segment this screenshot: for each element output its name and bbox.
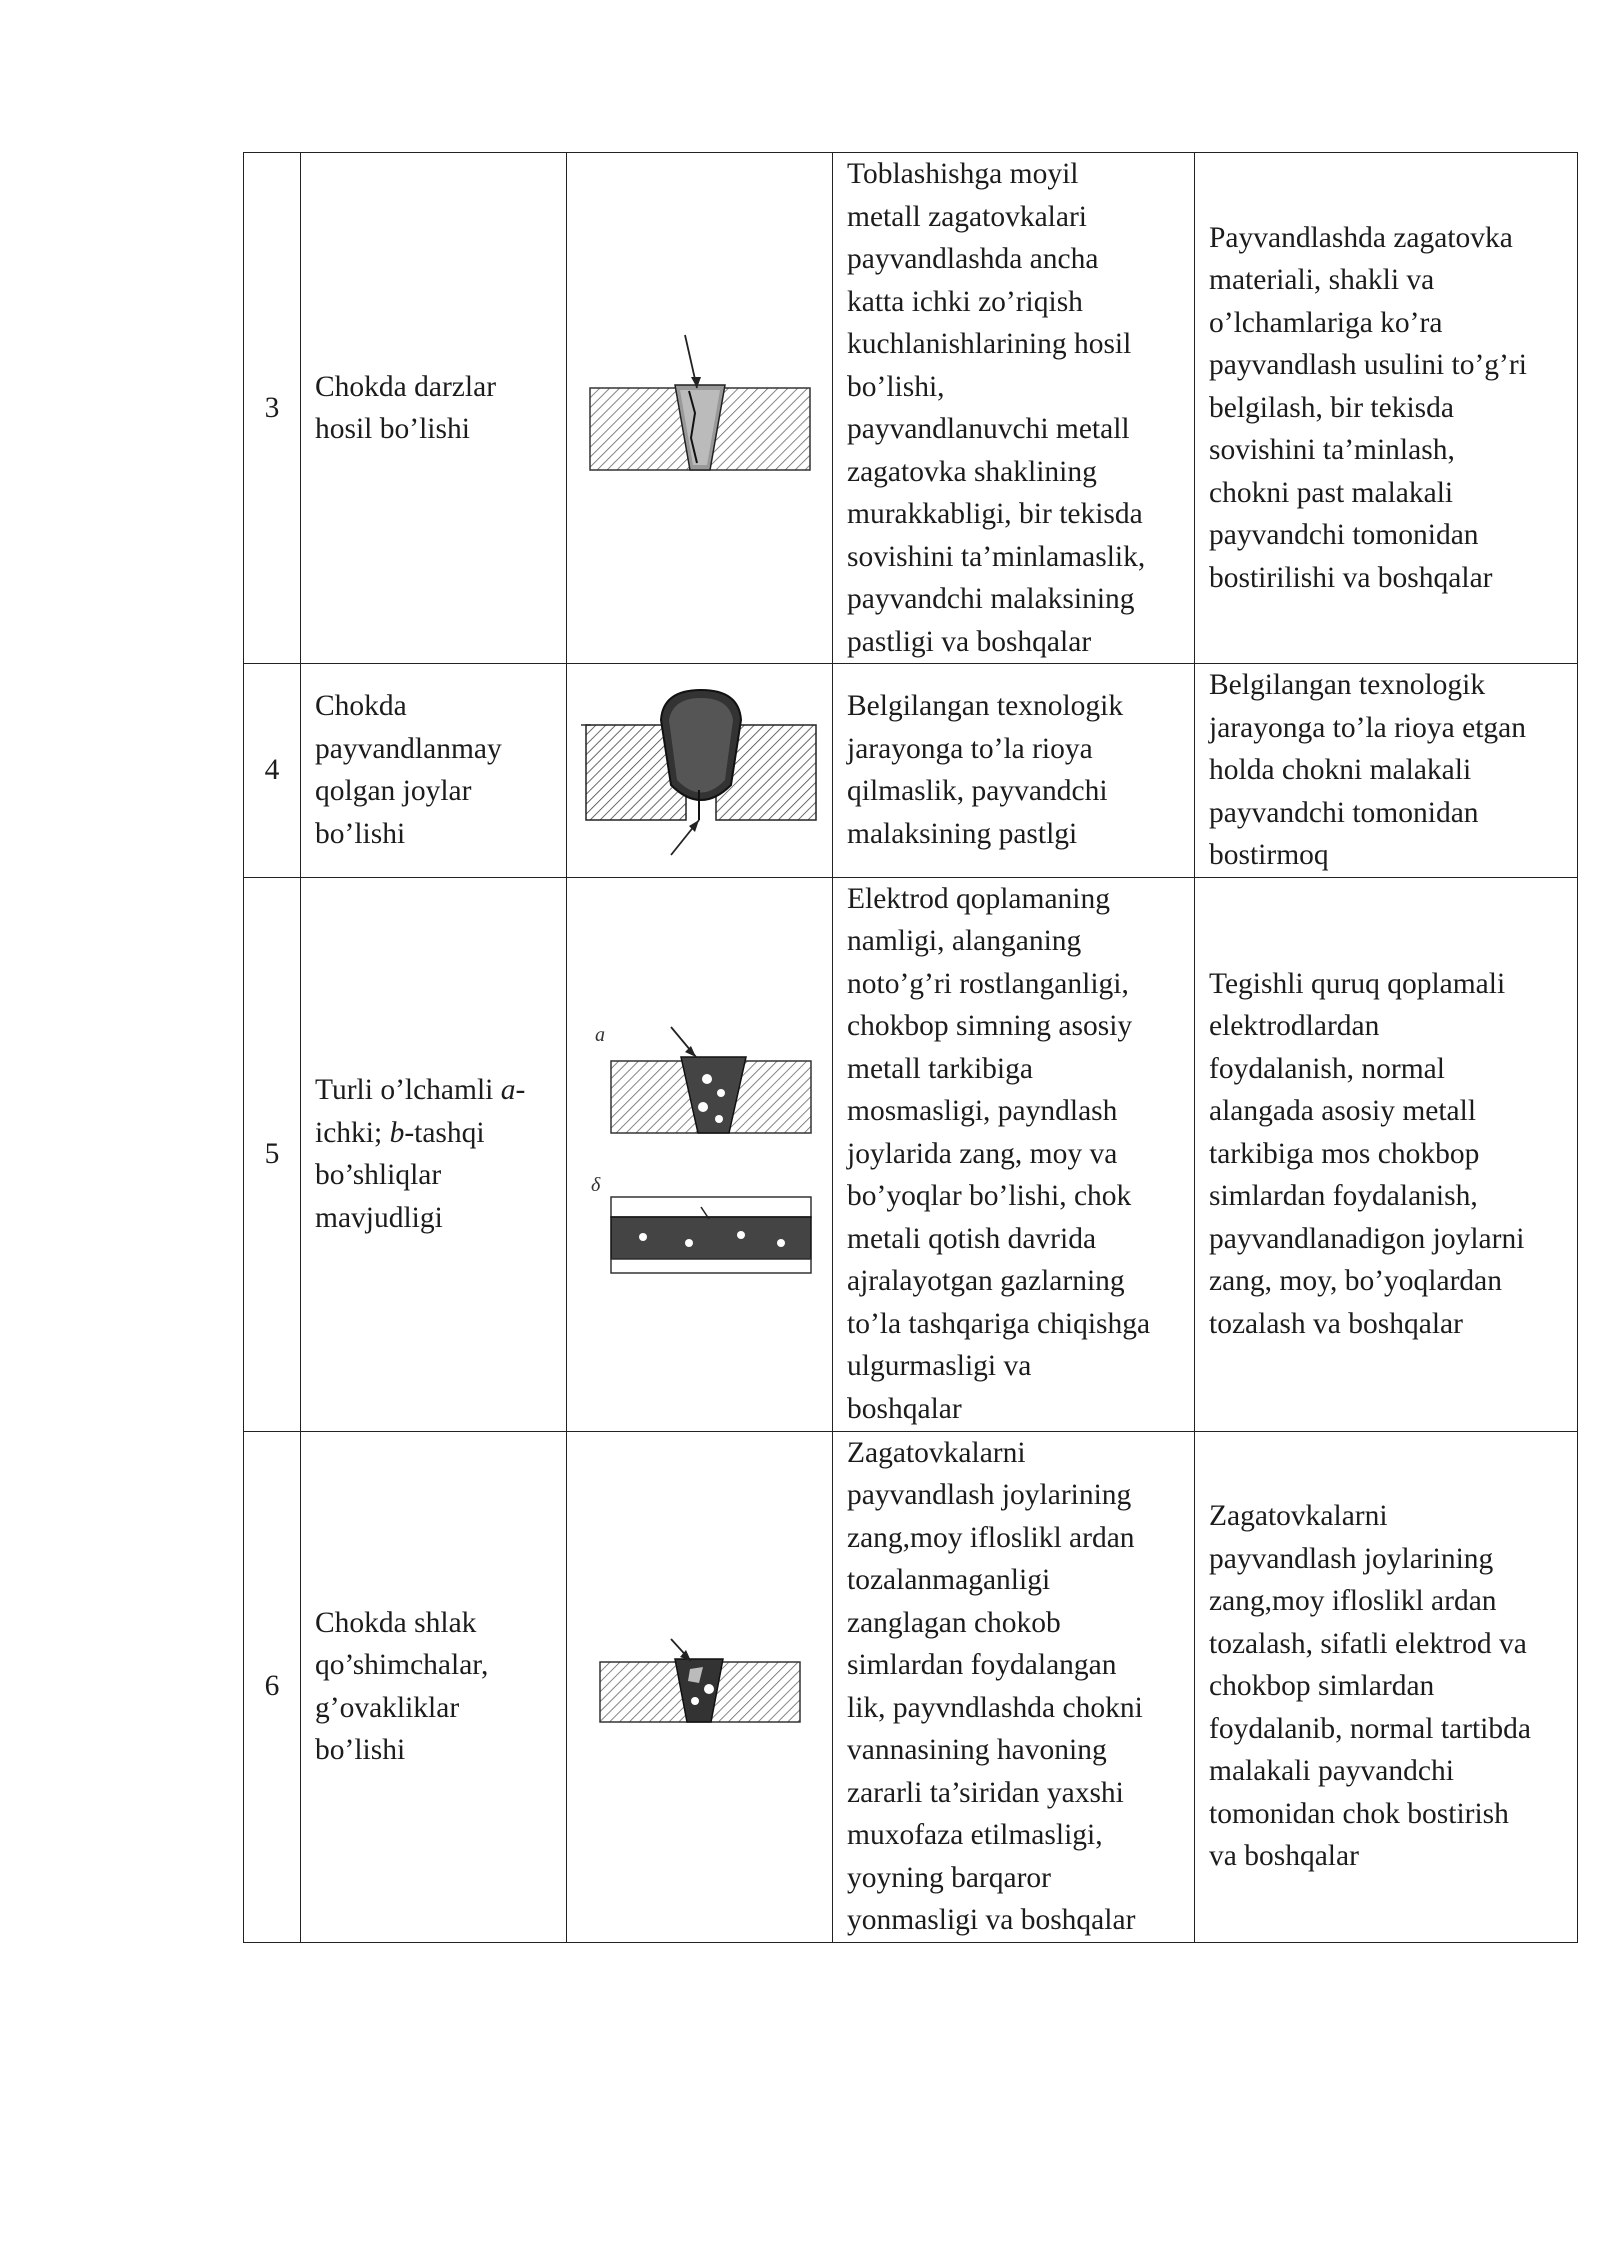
- cause-line: chokbop simning asosiy: [847, 1010, 1133, 1043]
- cause-line: metall tarkibiga: [847, 1052, 1033, 1085]
- table-row: [244, 664, 1578, 878]
- cause-line: yonmasligi va boshqalar: [847, 1904, 1136, 1936]
- remedy-line: belgilash, bir tekisda: [1209, 391, 1454, 424]
- defect-text: -tashqi: [404, 1116, 485, 1149]
- remedy-line: payvandlash usulini to’g’ri: [1209, 349, 1527, 382]
- cause-line: murakkabligi, bir tekisda: [847, 498, 1143, 530]
- cause-line: muxofaza etilmasligi,: [847, 1819, 1103, 1851]
- defect-name-line: mavjudligi: [315, 1201, 443, 1234]
- cause-line: Elektrod qoplamaning: [847, 882, 1110, 915]
- remedy-line: sovishini ta’minlash,: [1209, 434, 1455, 467]
- row-number: 4: [244, 664, 301, 878]
- cause-cell: [833, 664, 1195, 878]
- remedy-line: foydalanib, normal tartibda: [1209, 1712, 1531, 1745]
- cause-cell: [833, 153, 1195, 664]
- defect-italic-letter: b: [389, 1116, 405, 1149]
- cause-line: Belgilangan texnologik: [847, 690, 1124, 723]
- cause-line: bo’yoqlar bo’lishi, chok: [847, 1180, 1132, 1213]
- cause-line: bo’lishi,: [847, 370, 945, 403]
- cause-line: qilmaslik, payvandchi: [847, 775, 1108, 808]
- remedy-line: Belgilangan texnologik: [1209, 669, 1486, 701]
- cause-line: metall zagatovkalari: [847, 200, 1087, 233]
- defect-name-line: bo’shliqlar: [315, 1159, 442, 1191]
- cause-line: Toblashishga moyil: [847, 158, 1079, 190]
- figure-cell: [567, 664, 833, 878]
- defect-name-line: g’ovakliklar: [315, 1691, 460, 1724]
- cause-line: yoyning barqaror: [847, 1861, 1051, 1894]
- defect-name-line: payvandlanmay: [315, 732, 502, 765]
- remedy-cell: [1195, 877, 1578, 1431]
- remedy-line: simlardan foydalanish,: [1209, 1180, 1478, 1213]
- cause-line: simlardan foydalangan: [847, 1649, 1117, 1681]
- remedy-line: zang, moy, bo’yoqlardan: [1209, 1265, 1502, 1298]
- remedy-line: malakali payvandchi: [1209, 1755, 1454, 1788]
- defect-name-line: Chokda shlak: [315, 1606, 477, 1639]
- defect-text: -: [515, 1074, 526, 1106]
- defect-name-line: [315, 1112, 552, 1155]
- row-number: 3: [244, 153, 301, 664]
- figure-label-b: δ: [591, 1174, 601, 1196]
- remedy-line: tozalash, sifatli elektrod va: [1209, 1627, 1527, 1660]
- cause-line: noto’g’ri rostlanganligi,: [847, 967, 1129, 1000]
- defect-name-cell: [301, 1431, 567, 1942]
- remedy-line: Tegishli quruq qoplamali: [1209, 967, 1506, 1000]
- defect-name-line: qo’shimchalar,: [315, 1649, 489, 1681]
- cause-line: zanglagan chokob: [847, 1606, 1061, 1639]
- defect-name-line: [315, 1069, 552, 1112]
- cause-line: pastligi va boshqalar: [847, 625, 1092, 658]
- figure-label-a: a: [595, 1024, 605, 1046]
- figure-cell: [567, 1431, 833, 1942]
- slag-inclusion-diagram-icon: [585, 1637, 815, 1737]
- porosity-diagram-icon: [581, 1019, 821, 1289]
- table-row: [244, 1431, 1578, 1942]
- remedy-line: tozalash va boshqalar: [1209, 1307, 1463, 1340]
- row-number: 5: [244, 877, 301, 1431]
- remedy-line: tarkibiga mos chokbop: [1209, 1137, 1480, 1170]
- cause-line: joylarida zang, moy va: [847, 1137, 1118, 1170]
- remedy-line: va boshqalar: [1209, 1840, 1359, 1873]
- table-row: [244, 153, 1578, 664]
- cause-line: mosmasligi, payndlash: [847, 1095, 1118, 1128]
- defect-name-line: Chokda darzlar: [315, 370, 497, 403]
- cause-line: payvandchi malaksining: [847, 583, 1135, 615]
- remedy-line: bostirmoq: [1209, 839, 1329, 871]
- remedy-line: chokni past malakali: [1209, 476, 1454, 509]
- remedy-line: tomonidan chok bostirish: [1209, 1797, 1509, 1830]
- remedy-line: jarayonga to’la rioya etgan: [1209, 711, 1526, 744]
- crack-weld-diagram-icon: [585, 333, 815, 483]
- remedy-line: Zagatovkalarni: [1209, 1500, 1388, 1533]
- defect-name-line: bo’lishi: [315, 817, 406, 850]
- defect-text: ichki;: [315, 1116, 390, 1149]
- cause-line: ajralayotgan gazlarning: [847, 1265, 1125, 1298]
- cause-line: boshqalar: [847, 1392, 962, 1425]
- defect-name-cell: [301, 664, 567, 878]
- figure-cell: [567, 877, 833, 1431]
- defect-name-cell: [301, 877, 567, 1431]
- remedy-line: payvandlash joylarining: [1209, 1542, 1494, 1575]
- cause-line: jarayonga to’la rioya: [847, 732, 1093, 765]
- remedy-line: o’lchamlariga ko’ra: [1209, 306, 1443, 339]
- row-number: 6: [244, 1431, 301, 1942]
- defect-name-line: Chokda: [315, 690, 407, 723]
- remedy-line: bostirilishi va boshqalar: [1209, 561, 1493, 594]
- cause-line: zararli ta’siridan yaxshi: [847, 1776, 1124, 1809]
- figure-cell: [567, 153, 833, 664]
- cause-line: metali qotish davrida: [847, 1222, 1097, 1255]
- remedy-line: chokbop simlardan: [1209, 1670, 1435, 1703]
- remedy-cell: [1195, 153, 1578, 664]
- cause-line: ulgurmasligi va: [847, 1350, 1032, 1383]
- remedy-line: zang,moy ifloslikl ardan: [1209, 1585, 1497, 1618]
- cause-line: lik, payvndlashda chokni: [847, 1691, 1143, 1724]
- cause-line: kuchlanishlarining hosil: [847, 328, 1132, 360]
- remedy-line: holda chokni malakali: [1209, 754, 1472, 786]
- cause-line: vannasining havoning: [847, 1734, 1107, 1766]
- defect-name-line: bo’lishi: [315, 1734, 406, 1766]
- defect-name-line: qolgan joylar: [315, 775, 472, 808]
- defect-italic-letter: a: [500, 1074, 516, 1106]
- cause-line: katta ichki zo’riqish: [847, 285, 1083, 318]
- cause-line: zagatovka shaklining: [847, 455, 1097, 488]
- remedy-line: payvandlanadigon joylarni: [1209, 1222, 1525, 1255]
- cause-line: to’la tashqariga chiqishga: [847, 1307, 1151, 1340]
- cause-line: payvandlashda ancha: [847, 243, 1099, 275]
- cause-cell: [833, 1431, 1195, 1942]
- cause-line: malaksining pastlgi: [847, 817, 1078, 850]
- defect-text: Turli o’lchamli: [315, 1074, 501, 1106]
- remedy-line: foydalanish, normal: [1209, 1052, 1445, 1085]
- cause-line: payvandlanuvchi metall: [847, 413, 1130, 445]
- cause-line: sovishini ta’minlamaslik,: [847, 540, 1146, 573]
- remedy-line: materiali, shakli va: [1209, 264, 1435, 297]
- cause-line: namligi, alanganing: [847, 925, 1082, 958]
- defect-name-cell: [301, 153, 567, 664]
- defect-name-line: hosil bo’lishi: [315, 413, 470, 445]
- cause-cell: [833, 877, 1195, 1431]
- remedy-cell: [1195, 1431, 1578, 1942]
- remedy-line: payvandchi tomonidan: [1209, 796, 1479, 829]
- remedy-line: elektrodlardan: [1209, 1010, 1380, 1043]
- incomplete-fusion-diagram-icon: [581, 680, 821, 860]
- cause-line: Zagatovkalarni: [847, 1436, 1026, 1469]
- remedy-cell: [1195, 664, 1578, 878]
- cause-line: zang,moy ifloslikl ardan: [847, 1521, 1135, 1554]
- remedy-line: Payvandlashda zagatovka: [1209, 221, 1513, 254]
- table-row: [244, 877, 1578, 1431]
- cause-line: payvandlash joylarining: [847, 1479, 1132, 1511]
- weld-defects-table: [243, 152, 1578, 1943]
- cause-line: tozalanmaganligi: [847, 1564, 1051, 1596]
- remedy-line: payvandchi tomonidan: [1209, 519, 1479, 552]
- remedy-line: alangada asosiy metall: [1209, 1095, 1477, 1128]
